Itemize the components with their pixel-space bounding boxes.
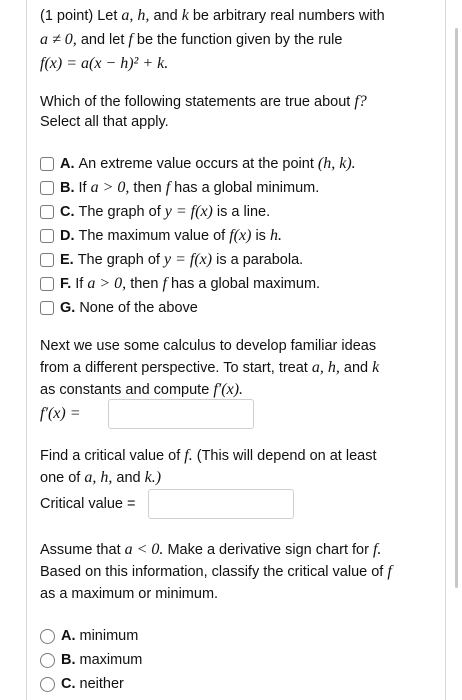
radio-option-b[interactable] [40,650,142,670]
option-math: (h, k). [317,155,356,172]
intro-var-k: k [181,7,189,24]
option-text: has a global maximum. [170,276,321,292]
option-letter: F. [60,276,72,292]
option-f[interactable] [40,274,320,294]
section4-line-3 [40,584,218,604]
section-math: f′(x). [213,381,244,398]
section-text: Next we use some calculus to develop familiar ideas [40,338,377,354]
section2-line-1 [40,336,376,356]
intro-line-1 [40,6,385,26]
option-letter: C. [60,204,75,220]
option-letter: C. [61,676,76,692]
option-text: maximum [79,652,143,668]
derivative-label-text: f′(x) = [40,405,81,422]
function-formula: f(x) = a(x − h)² + k. [40,55,169,72]
intro-line-2 [40,30,342,50]
intro-text: (1 point) Let [40,8,118,24]
option-math: f [165,179,171,196]
option-text: neither [79,676,124,692]
section-text: (This will depend on at least [196,448,377,464]
option-text: is a line. [216,204,271,220]
option-math: a > 0, [87,275,127,292]
section-var-k: k.) [144,469,162,486]
section-vars: a, h, [311,359,340,376]
intro-line-3 [40,54,168,74]
section2-line-2 [40,358,379,378]
section-var-f: f. [372,541,382,558]
question-var-f: f? [354,93,367,110]
option-math: y = f(x) [163,251,213,268]
checkbox-e[interactable] [40,253,54,267]
option-a[interactable] [40,154,356,174]
option-math: a > 0, [90,179,130,196]
question1-line-1 [40,92,367,112]
option-text: None of the above [79,300,198,316]
checkbox-a[interactable] [40,157,54,171]
option-math: f(x) [229,227,252,244]
checkbox-b[interactable] [40,181,54,195]
option-text: has a global minimum. [174,180,320,196]
section-var-f: f. [184,447,193,464]
radio-c[interactable] [40,677,55,692]
option-letter: A. [60,156,75,172]
section-var-k: k [372,359,380,376]
section-text: Based on this information, classify the critical value of [40,564,384,580]
question1-line-2 [40,112,169,132]
option-g[interactable] [40,298,198,318]
option-letter: G. [60,300,76,316]
option-e[interactable] [40,250,303,270]
option-c[interactable] [40,202,270,222]
option-letter: A. [61,628,76,644]
option-b[interactable] [40,178,319,198]
checkbox-f[interactable] [40,277,54,291]
checkbox-g[interactable] [40,301,54,315]
option-letter: D. [60,228,75,244]
section-text: Assume that [40,542,121,558]
option-text: is a parabola. [216,252,304,268]
section-text: and [116,470,141,486]
option-text: If [78,180,87,196]
derivative-label [40,404,81,424]
intro-text: be the function given by the rule [136,32,343,48]
option-d[interactable] [40,226,282,246]
option-text: The graph of [78,204,161,220]
section-math: a < 0. [124,541,164,558]
question-text: Which of the following statements are true about [40,94,351,110]
question-instruction: Select all that apply. [40,114,169,130]
option-math: y = f(x) [164,203,213,220]
section-text: Find a critical value of [40,448,181,464]
section4-line-2 [40,562,392,582]
intro-text: and let [80,32,125,48]
option-text: The maximum value of [78,228,226,244]
option-text: An extreme value occurs at the point [78,156,314,172]
option-text: The graph of [77,252,160,268]
option-text: then [133,180,162,196]
section2-line-3 [40,380,243,400]
section-text: one of [40,470,81,486]
option-letter: B. [61,652,76,668]
radio-b[interactable] [40,653,55,668]
section3-line-1 [40,446,377,466]
section-text: from a different perspective. To start, treat [40,360,308,376]
radio-option-c[interactable] [40,674,124,694]
option-text: minimum [79,628,139,644]
intro-vars: a, h, [121,7,150,24]
option-text: then [130,276,159,292]
critical-value-input[interactable] [148,489,294,519]
intro-var-f: f [128,31,133,48]
radio-a[interactable] [40,629,55,644]
option-letter: B. [60,180,75,196]
option-math: f [162,275,167,292]
section-text: as constants and compute [40,382,210,398]
radio-option-a[interactable] [40,626,138,646]
option-math: h. [269,227,282,244]
section3-line-2 [40,468,161,488]
derivative-input[interactable] [108,399,254,429]
section-text: and [343,360,369,376]
critical-value-label [40,494,136,514]
scrollbar[interactable] [455,28,458,588]
checkbox-c[interactable] [40,205,54,219]
critical-value-label-text: Critical value = [40,496,136,512]
intro-condition: a ≠ 0, [40,31,77,48]
section-vars: a, h, [84,469,113,486]
checkbox-d[interactable] [40,229,54,243]
section-text: as a maximum or minimum. [40,586,219,602]
intro-text: be arbitrary real numbers with [192,8,385,24]
option-text: is [255,228,266,244]
intro-text: and [153,8,178,24]
section-var-f: f [387,563,392,580]
option-text: If [75,276,84,292]
section-text: Make a derivative sign chart for [167,542,369,558]
option-letter: E. [60,252,74,268]
section4-line-1 [40,540,381,560]
